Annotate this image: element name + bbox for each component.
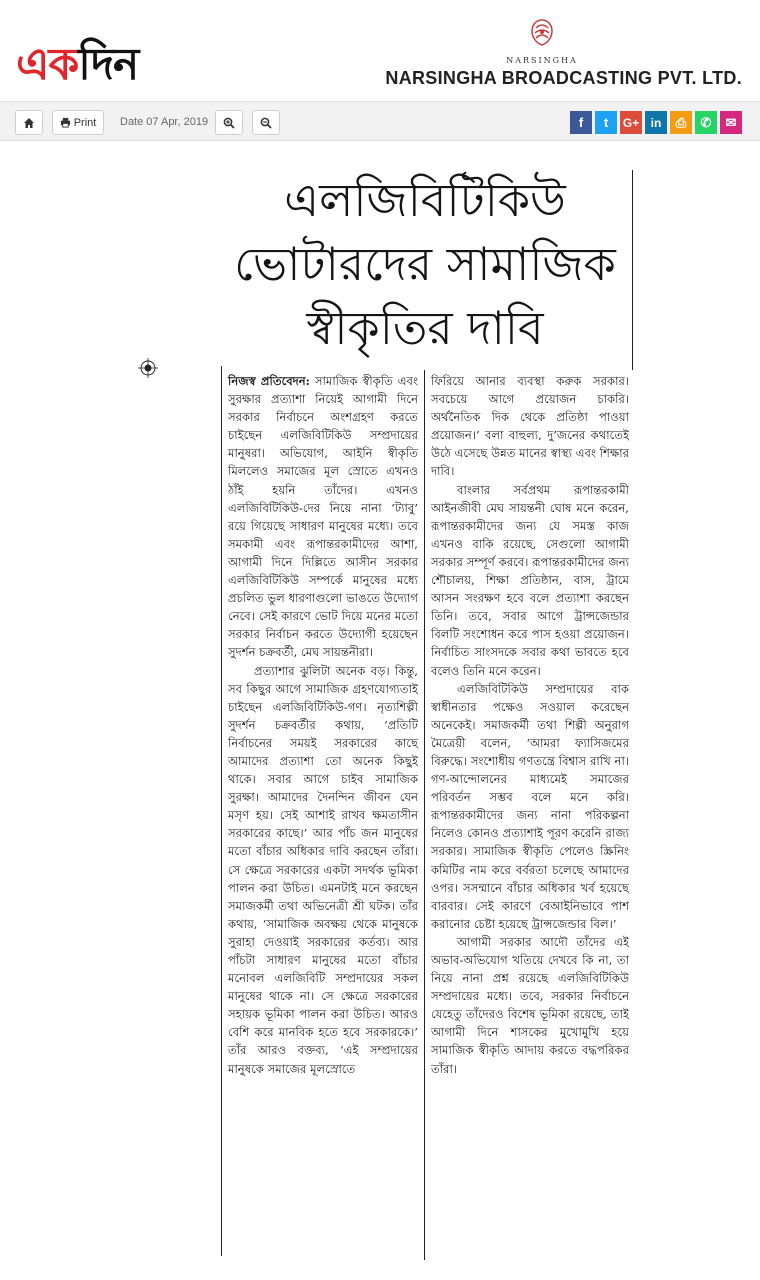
paragraph: এলজিবিটিকিউ সম্প্রদায়ের বাক স্বাধীনতার পক্ষেও সওয়াল করেছেন অনেকেই। সমাজকর্মী তথা শিল্পী অনুরাগ মৈত্রেয়ী বলেন, ‘আমরা ফ্যাসিজমের বিরুদ্ধে। সংশোধীয় গণতন্ত্রে বিশ্বাস রাখি না। গণ-আন্দোলনের মাধ্যমেই সমাজের পরিবর্তন সম্ভব বলে মনে করি। রূপান্তরকামীদের জন্য নানা পরিকল্পনা নিলেও কোনও প্রত্যাশাই পূরণ করেনি রাজ্য সরকার। সামাজিক স্বীকৃতি পেলেও স্ক্রিনিং কমিটির নাম করে বর্বরতা চলেছে আমাদের ওপর। সসম্মানে বাঁচার অধিকার খর্ব হয়েছে বারবার। সেই কারণে বেআইনিভাবে পাশ করানোর চেষ্টা হয়েছে ট্রান্সজেন্ডার বিল।’	[431, 681, 629, 931]
share-google-plus-button[interactable]	[620, 111, 642, 134]
facebook-icon: f	[578, 115, 584, 130]
twitter-icon: t	[603, 115, 609, 130]
home-button[interactable]	[15, 110, 43, 135]
headline-line-2: ভোটারদের সামাজিক	[234, 237, 616, 291]
zoom-out-icon	[260, 117, 272, 129]
share-email-button[interactable]	[720, 111, 742, 134]
logo-part-red: এক	[16, 39, 79, 90]
paragraph: ফিরিয়ে আনার ব্যবস্থা করুক সরকার। সবচেয়ে আগে প্রয়োজন চাকরি। অর্থনৈতিক দিক থেকে প্রতিষ্ঠা পাওয়া প্রয়োজন।’ বলা বাহুল্য, দু’জনের কথাতেই উঠে এসেছে উন্নত মানের স্বাস্থ্য এবং শিক্ষার দাবি।	[431, 374, 629, 479]
headline-line-1: এলজিবিটিকিউ	[284, 173, 566, 227]
share-facebook-button[interactable]	[570, 111, 592, 134]
paragraph-text: সামাজিক স্বীকৃতি এবং সুরক্ষার প্রত্যাশা নিয়েই আগামী দিনে সরকার নির্বাচনে অংশগ্রহণ করতে চাইছেন এলজিবিটিকিউ সম্প্রদায়ের মানুষরা। অভিযোগ, আইনি স্বীকৃতি মিললেও সমাজের মূল স্রোতে এখনও ঠাঁই হয়নি তাঁদের। এখনও এলজিবিটিকিউ-দের নিয়ে নানা ‘ট্যাবু’ রয়ে গিয়েছে সাধারণ মানুষের মধ্যে। তবে সমকামী এবং রূপান্তরকামীদের আশা, আগামী দিনে দিল্লিতে আসীন সরকার এলজিবিটিকিউ সম্পর্কে মানুষের মধ্যে প্রচলিত ভুল ধারণাগুলো ভাঙতে উদ্যোগ নেবে। সেই কারণে ভোট দিয়ে মনের মতো সরকার নির্বাচন করতে উদ্যোগী হয়েছেন সুদর্শন চক্রবর্তী, মেঘ সায়ন্তনীরা।	[228, 374, 418, 660]
share-whatsapp-button[interactable]	[695, 111, 717, 134]
print-button[interactable]	[52, 110, 104, 135]
printer-icon	[60, 117, 71, 128]
middle-column-rule	[424, 370, 425, 1260]
share-twitter-button[interactable]	[595, 111, 617, 134]
headline-line-3: স্বীকৃতির দাবি	[306, 301, 544, 355]
crosshair-mark-icon	[138, 358, 158, 378]
left-column-rule	[221, 366, 222, 1256]
logo-part-black: দিন	[78, 39, 139, 90]
paragraph	[228, 372, 418, 662]
lion-emblem-icon	[527, 18, 557, 48]
paragraph: বাংলার সর্বপ্রথম রূপান্তরকামী আইনজীবী মেঘ সায়ন্তনী ঘোষ মনে করেন, রূপান্তরকামীদের জন্য যে সমস্ত কাজ এখনও বাকি রয়েছে, সেগুলো আগামী সরকার সম্পূর্ণ করবে। রূপান্তরকামীদের জন্য শৌচালয়, শিক্ষা প্রতিষ্ঠান, বাস, ট্রামে আসন সংরক্ষণ হবে বলে প্রত্যাশা করছেন তিনি। তবে, সবার আগে ট্রান্সজেন্ডার বিলটি সংশোধন করে পাস হওয়া প্রয়োজন। নির্বাচিত সাংসদকে সবার কথা ভাবতে হবে বলেও তিনি মনে করেন।	[431, 482, 629, 678]
article-column-1	[228, 372, 418, 1078]
print-label: Print	[73, 116, 97, 129]
paragraph: আগামী সরকার আদৌ তাঁদের এই অভাব-অভিযোগ খতিয়ে দেখবে কি না, তা নিয়ে নানা প্রশ্ন রয়েছে এলজিবিটিকিউ সম্প্রদায়ের মধ্যে। তবে, সরকার নির্বাচনে যেহেতু তাঁদেরও বিশেষ ভূমিকা রয়েছে, তাই আগামী দিনে শাসকের মুখোমুখি হয়ে সামাজিক স্বীকৃতি আদায় করতে বদ্ধপরিকর তাঁরা।	[431, 934, 629, 1076]
zoom-in-icon	[223, 117, 235, 129]
zoom-in-button[interactable]	[215, 110, 243, 135]
share-linkedin-button[interactable]	[645, 111, 667, 134]
linkedin-icon: in	[650, 115, 662, 130]
ekdin-logo[interactable]	[16, 40, 138, 90]
masthead	[0, 0, 760, 100]
narsingha-brand	[342, 16, 742, 92]
article-column-2	[431, 372, 629, 1078]
brand-name: NARSINGHA BROADCASTING PVT. LTD.	[385, 68, 742, 88]
paragraph: প্রত্যাশার ঝুলিটা অনেক বড়। কিন্তু, সব কিছুর আগে সামাজিক গ্রহণযোগ্যতাই চাইছেন এলজিবিটিকিউ-গণ। নৃত্যশিল্পী সুদর্শন চক্রবর্তীর কথায়, ‘প্রতিটি নির্বাচনের সময়ই সরকারের কাছে আমাদের প্রত্যাশা তো অনেক কিছুই থাকে। সবার আগে চাইব সামাজিক সুরক্ষা। আমাদের দৈনন্দিন জীবন যেন মসৃণ হয়। সেই আশাই রাখব ক্ষমতাসীন সরকারের কাছে।’ আর পাঁচ জন মানুষের মতো বাঁচার অধিকার দাবি করছেন তাঁরা। সে ক্ষেত্রে সরকারের একটা সদর্থক ভূমিকা পালন করা উচিত। এমনটাই মনে করছেন সমাজকর্মী তথা অভিনেত্রী শ্রী ঘটক। তাঁর কথায়, ‘সামাজিক অবক্ষয় থেকে মানুষকে সুরাহা দেওয়াই সরকারের কর্তব্য। আর পাঁচটা সাধারণ মানুষের মতো বাঁচার মনোবল এলজিবিটি সম্প্রদায়ের সকল মানুষের থাকে না। সে ক্ষেত্রে সরকারের সহায়ক ভূমিকা পালন করা উচিত। আরও বেশি করে মানবিক হতে হবে সরকারকে।’ তাঁর আরও বক্তব্য, ‘এই সম্প্রদায়ের মানুষকে সমাজের মূলস্রোতে	[228, 663, 418, 1076]
article-clipping	[0, 142, 760, 1280]
byline: নিজস্ব প্রতিবেদন:	[228, 374, 310, 388]
email-icon: ✉	[725, 114, 737, 130]
toolbar	[0, 101, 760, 141]
home-icon	[23, 117, 35, 129]
zoom-out-button[interactable]	[252, 110, 280, 135]
whatsapp-icon: ✆	[700, 114, 712, 130]
share-print-button[interactable]	[670, 111, 692, 134]
print-icon: ⎙	[675, 114, 687, 130]
headline-column-rule	[632, 170, 633, 370]
brand-small-text: NARSINGHA	[506, 56, 578, 65]
google-plus-icon: G+	[622, 115, 640, 130]
article-date: Date 07 Apr, 2019	[120, 116, 209, 128]
